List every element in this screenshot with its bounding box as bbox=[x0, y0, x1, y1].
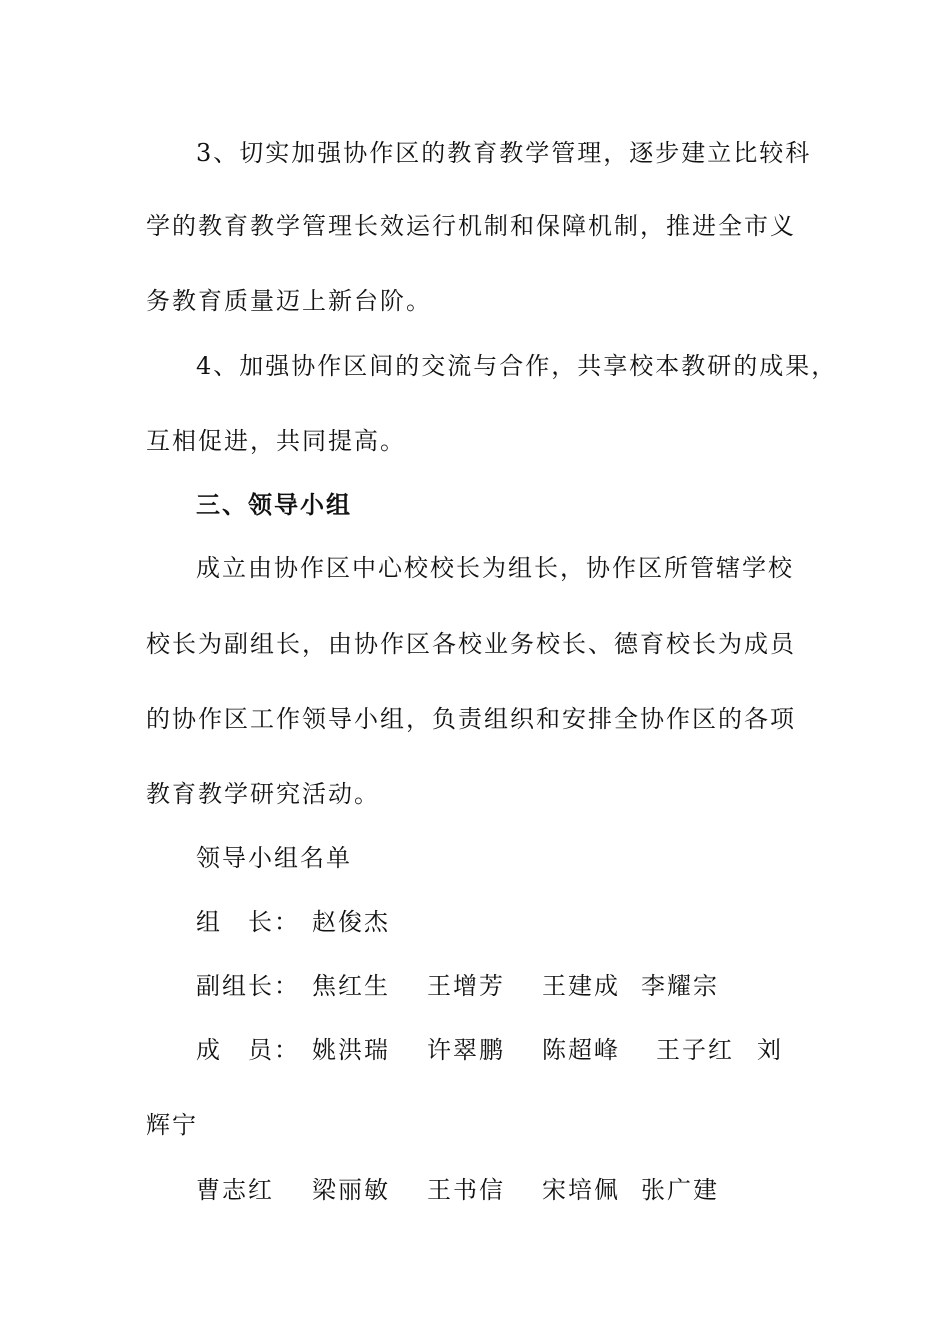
deputy-name: 王增芳 bbox=[427, 972, 505, 1000]
member-name-fragment: 刘 bbox=[757, 1036, 783, 1064]
member-name: 张广建 bbox=[641, 1176, 719, 1204]
leader-label: 组 长： bbox=[196, 908, 300, 936]
paragraph-5-line-3: 的协作区工作领导小组，负责组织和安排全协作区的各项 bbox=[146, 705, 796, 733]
member-name: 许翠鹏 bbox=[427, 1036, 505, 1064]
member-name: 王书信 bbox=[427, 1176, 505, 1204]
deputy-name: 焦红生 bbox=[312, 972, 390, 1000]
paragraph-4-line-2: 互相促进，共同提高。 bbox=[146, 427, 406, 455]
member-name: 陈超峰 bbox=[542, 1036, 620, 1064]
deputy-label: 副组长： bbox=[196, 972, 300, 1000]
roster-title: 领导小组名单 bbox=[196, 844, 352, 872]
paragraph-5-line-2: 校长为副组长，由协作区各校业务校长、德育校长为成员 bbox=[146, 630, 796, 658]
paragraph-3-line-2: 学的教育教学管理长效运行机制和保障机制，推进全市义 bbox=[146, 212, 796, 240]
deputy-name: 王建成 bbox=[542, 972, 620, 1000]
member-name: 曹志红 bbox=[196, 1176, 274, 1204]
leader-name: 赵俊杰 bbox=[312, 908, 390, 936]
paragraph-3-line-1: 3、切实加强协作区的教育教学管理，逐步建立比较科 bbox=[196, 139, 812, 167]
member-name-wrap: 辉宁 bbox=[146, 1111, 198, 1139]
paragraph-3-line-3: 务教育质量迈上新台阶。 bbox=[146, 287, 432, 315]
member-name: 宋培佩 bbox=[542, 1176, 620, 1204]
paragraph-5-line-4: 教育教学研究活动。 bbox=[146, 780, 380, 808]
member-name: 梁丽敏 bbox=[312, 1176, 390, 1204]
deputy-name: 李耀宗 bbox=[641, 972, 719, 1000]
member-label: 成 员： bbox=[196, 1036, 300, 1064]
member-name: 王子红 bbox=[656, 1036, 734, 1064]
member-name: 姚洪瑞 bbox=[312, 1036, 390, 1064]
section-heading: 三、领导小组 bbox=[196, 491, 352, 519]
paragraph-5-line-1: 成立由协作区中心校校长为组长，协作区所管辖学校 bbox=[196, 554, 794, 582]
paragraph-4-line-1: 4、加强协作区间的交流与合作，共享校本教研的成果， bbox=[196, 352, 838, 380]
